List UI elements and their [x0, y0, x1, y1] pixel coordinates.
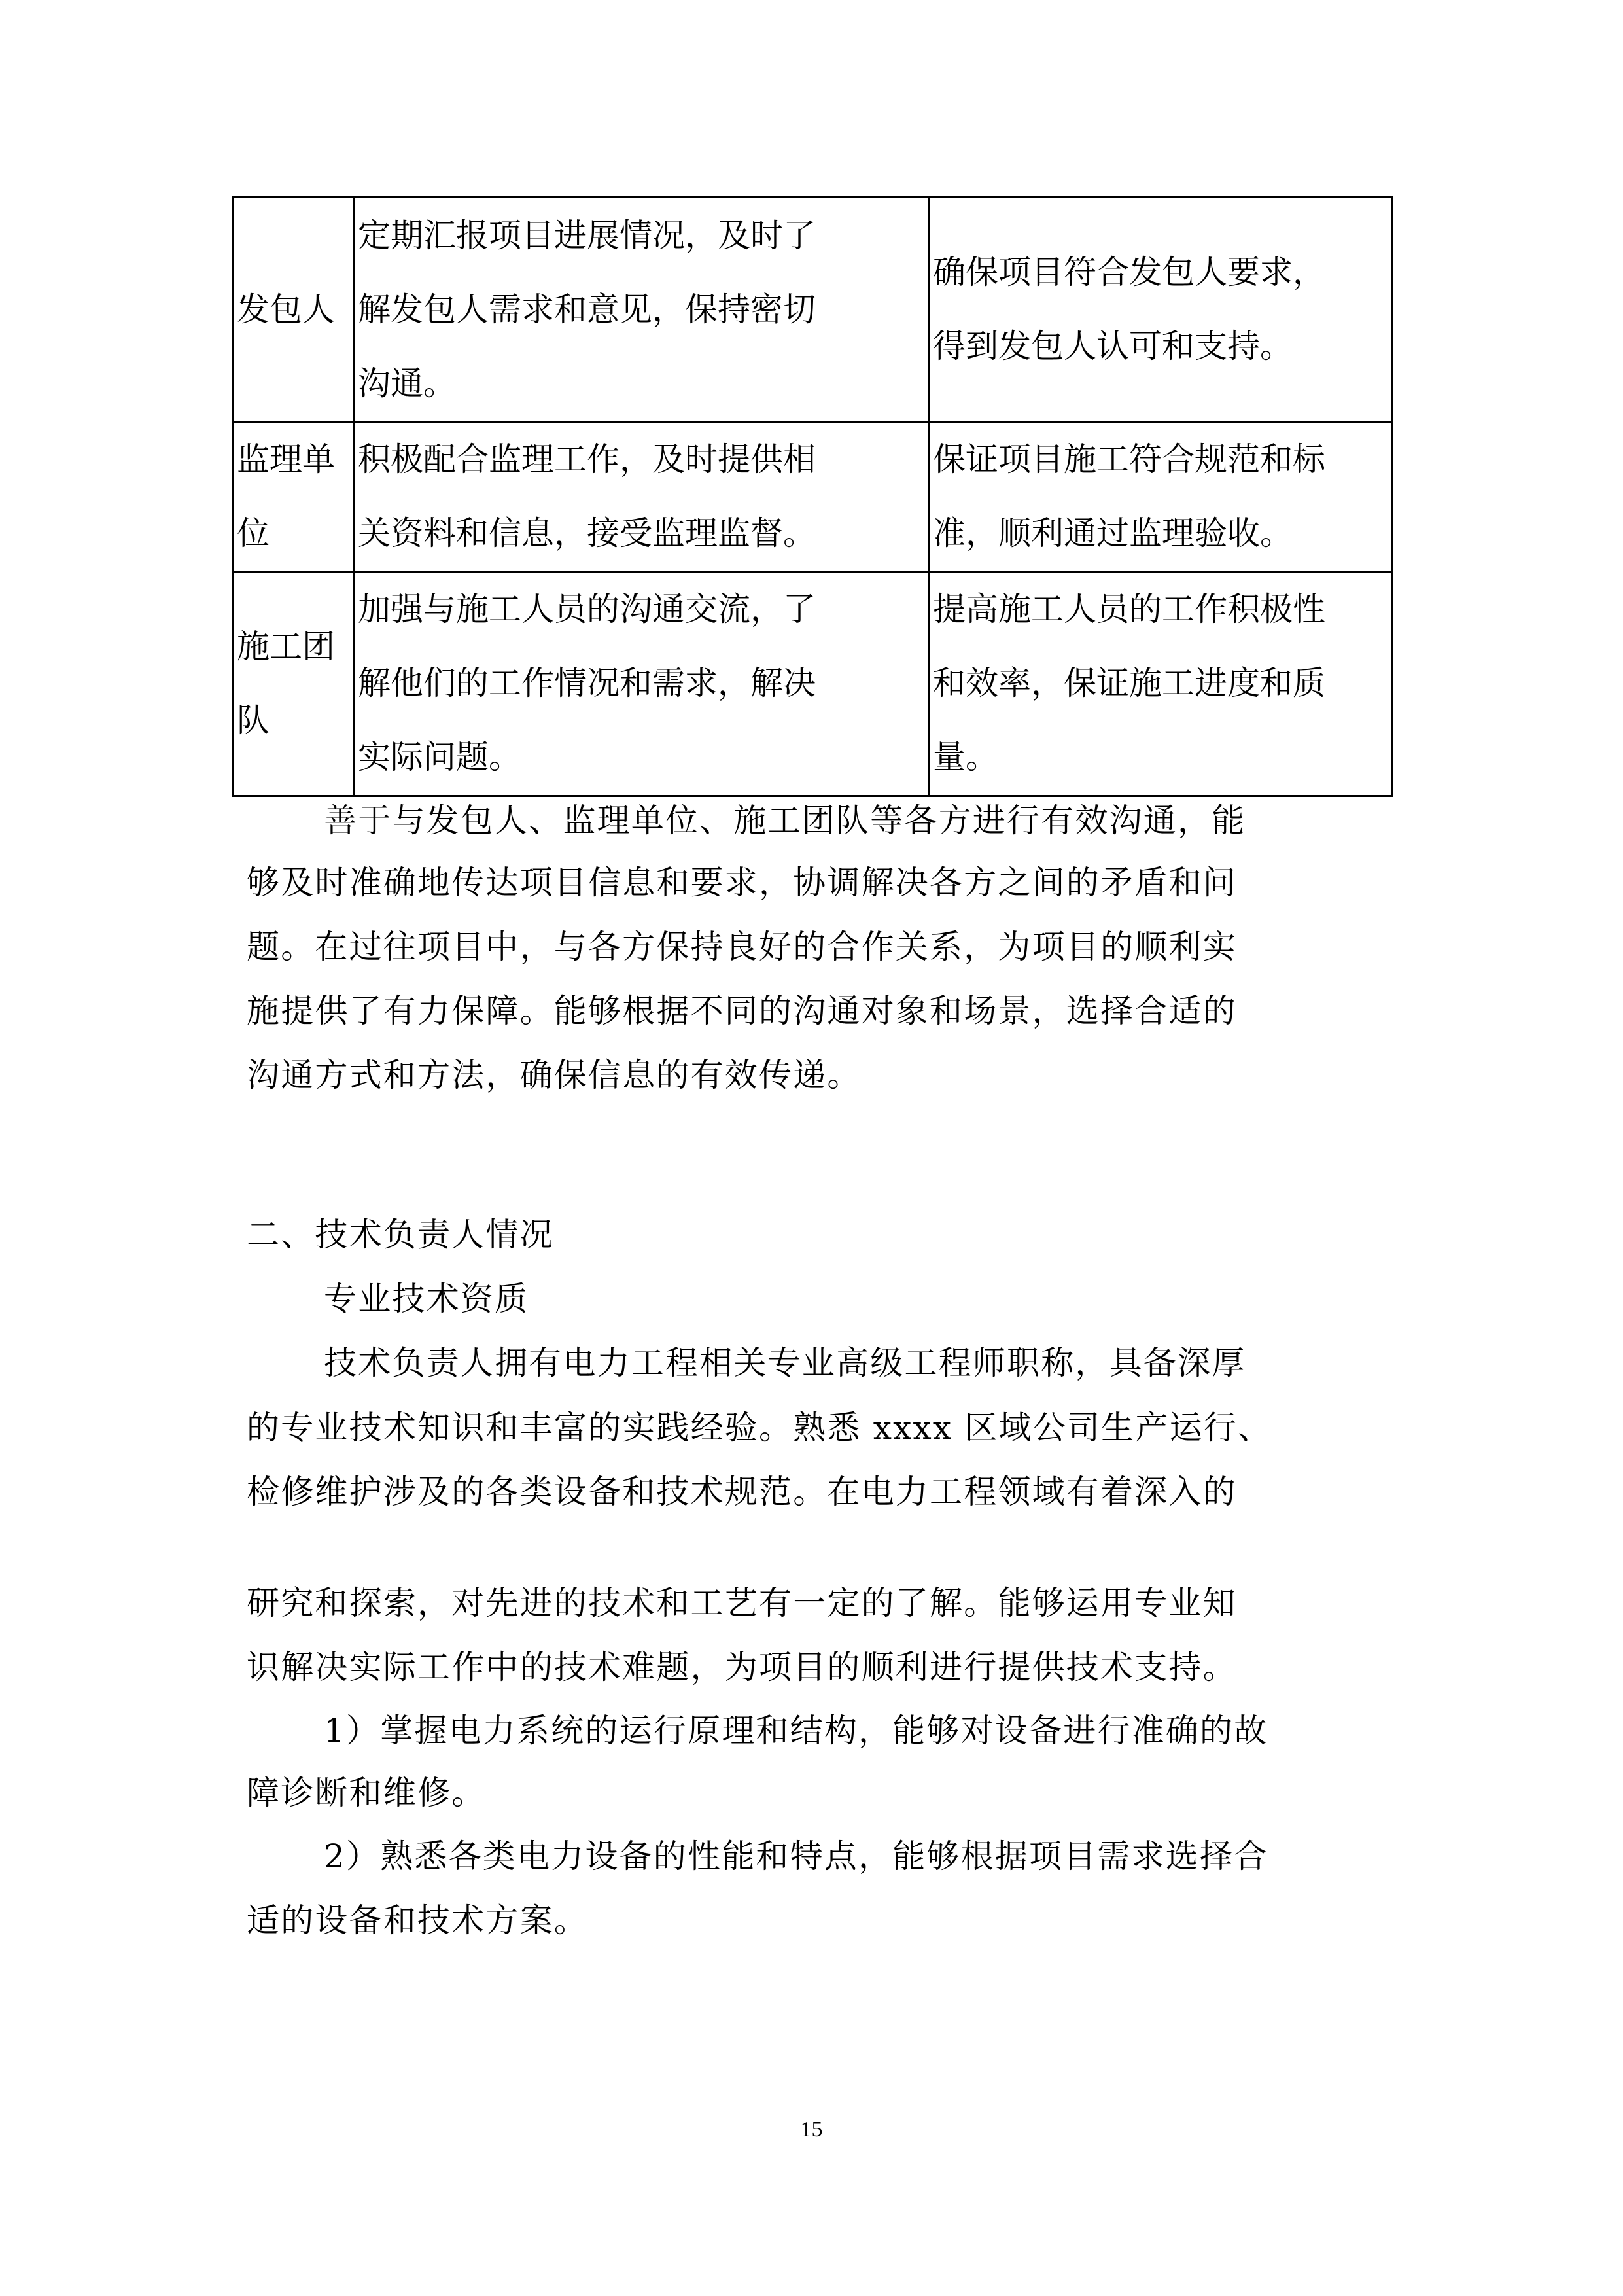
party-cell — [233, 198, 354, 422]
section-subheading: 专业技术资质 — [324, 1280, 529, 1318]
paragraph-line: 沟通方式和方法，确保信息的有效传递。 — [247, 1056, 862, 1094]
cell-line: 关资料和信息，接受监理监督。 — [358, 514, 816, 552]
cell-line: 定期汇报项目进展情况，及时了 — [358, 216, 816, 255]
measures-cell — [354, 422, 929, 572]
stakeholder-communication-table — [232, 196, 1393, 797]
list-item-line: 2）熟悉各类电力设备的性能和特点，能够根据项目需求选择合 — [324, 1837, 1268, 1875]
paragraph-line: 题。在过往项目中，与各方保持良好的合作关系，为项目的顺利实 — [247, 928, 1237, 966]
measures-cell — [354, 198, 929, 422]
cell-line: 保证项目施工符合规范和标 — [933, 440, 1325, 478]
paragraph-line: 善于与发包人、监理单位、施工团队等各方进行有效沟通，能 — [324, 802, 1246, 839]
list-item-line: 障诊断和维修。 — [247, 1774, 486, 1812]
cell-line: 沟通。 — [358, 364, 456, 402]
section-heading: 二、技术负责人情况 — [247, 1216, 554, 1254]
cell-line: 确保项目符合发包人要求， — [933, 253, 1325, 291]
cell-line: 加强与施工人员的沟通交流，了 — [358, 590, 816, 628]
table-row — [233, 572, 1392, 796]
cell-line: 施工团 — [237, 627, 335, 665]
cell-line: 量。 — [933, 738, 998, 776]
cell-line: 提高施工人员的工作积极性 — [933, 590, 1325, 628]
cell-line: 解发包人需求和意见，保持密切 — [358, 290, 816, 328]
paragraph-line: 识解决实际工作中的技术难题，为项目的顺利进行提供技术支持。 — [247, 1648, 1237, 1686]
table-row — [233, 422, 1392, 572]
table-row — [233, 198, 1392, 422]
goal-cell — [929, 572, 1392, 796]
list-item-line: 适的设备和技术方案。 — [247, 1901, 588, 1939]
goal-cell — [929, 198, 1392, 422]
cell-line: 监理单 — [237, 440, 335, 478]
paragraph-line: 施提供了有力保障。能够根据不同的沟通对象和场景，选择合适的 — [247, 992, 1237, 1030]
paragraph-line: 研究和探索，对先进的技术和工艺有一定的了解。能够运用专业知 — [247, 1584, 1237, 1622]
cell-line: 得到发包人认可和支持。 — [933, 327, 1293, 365]
party-cell — [233, 572, 354, 796]
cell-line: 发包人 — [237, 290, 335, 328]
page-number: 15 — [800, 2117, 823, 2142]
cell-line: 队 — [237, 701, 270, 739]
cell-line: 准，顺利通过监理验收。 — [933, 514, 1293, 552]
goal-cell — [929, 422, 1392, 572]
cell-line: 实际问题。 — [358, 738, 521, 776]
paragraph-line: 技术负责人拥有电力工程相关专业高级工程师职称，具备深厚 — [324, 1344, 1246, 1382]
measures-cell — [354, 572, 929, 796]
cell-line: 积极配合监理工作，及时提供相 — [358, 440, 816, 478]
cell-line: 位 — [237, 514, 270, 552]
cell-line: 和效率，保证施工进度和质 — [933, 664, 1325, 702]
list-item-line: 1）掌握电力系统的运行原理和结构，能够对设备进行准确的故 — [324, 1712, 1268, 1750]
paragraph-line: 的专业技术知识和丰富的实践经验。熟悉 xxxx 区域公司生产运行、 — [247, 1409, 1272, 1447]
paragraph-line: 检修维护涉及的各类设备和技术规范。在电力工程领域有着深入的 — [247, 1473, 1237, 1511]
paragraph-line: 够及时准确地传达项目信息和要求，协调解决各方之间的矛盾和问 — [247, 864, 1237, 902]
party-cell — [233, 422, 354, 572]
cell-line: 解他们的工作情况和需求，解决 — [358, 664, 816, 702]
